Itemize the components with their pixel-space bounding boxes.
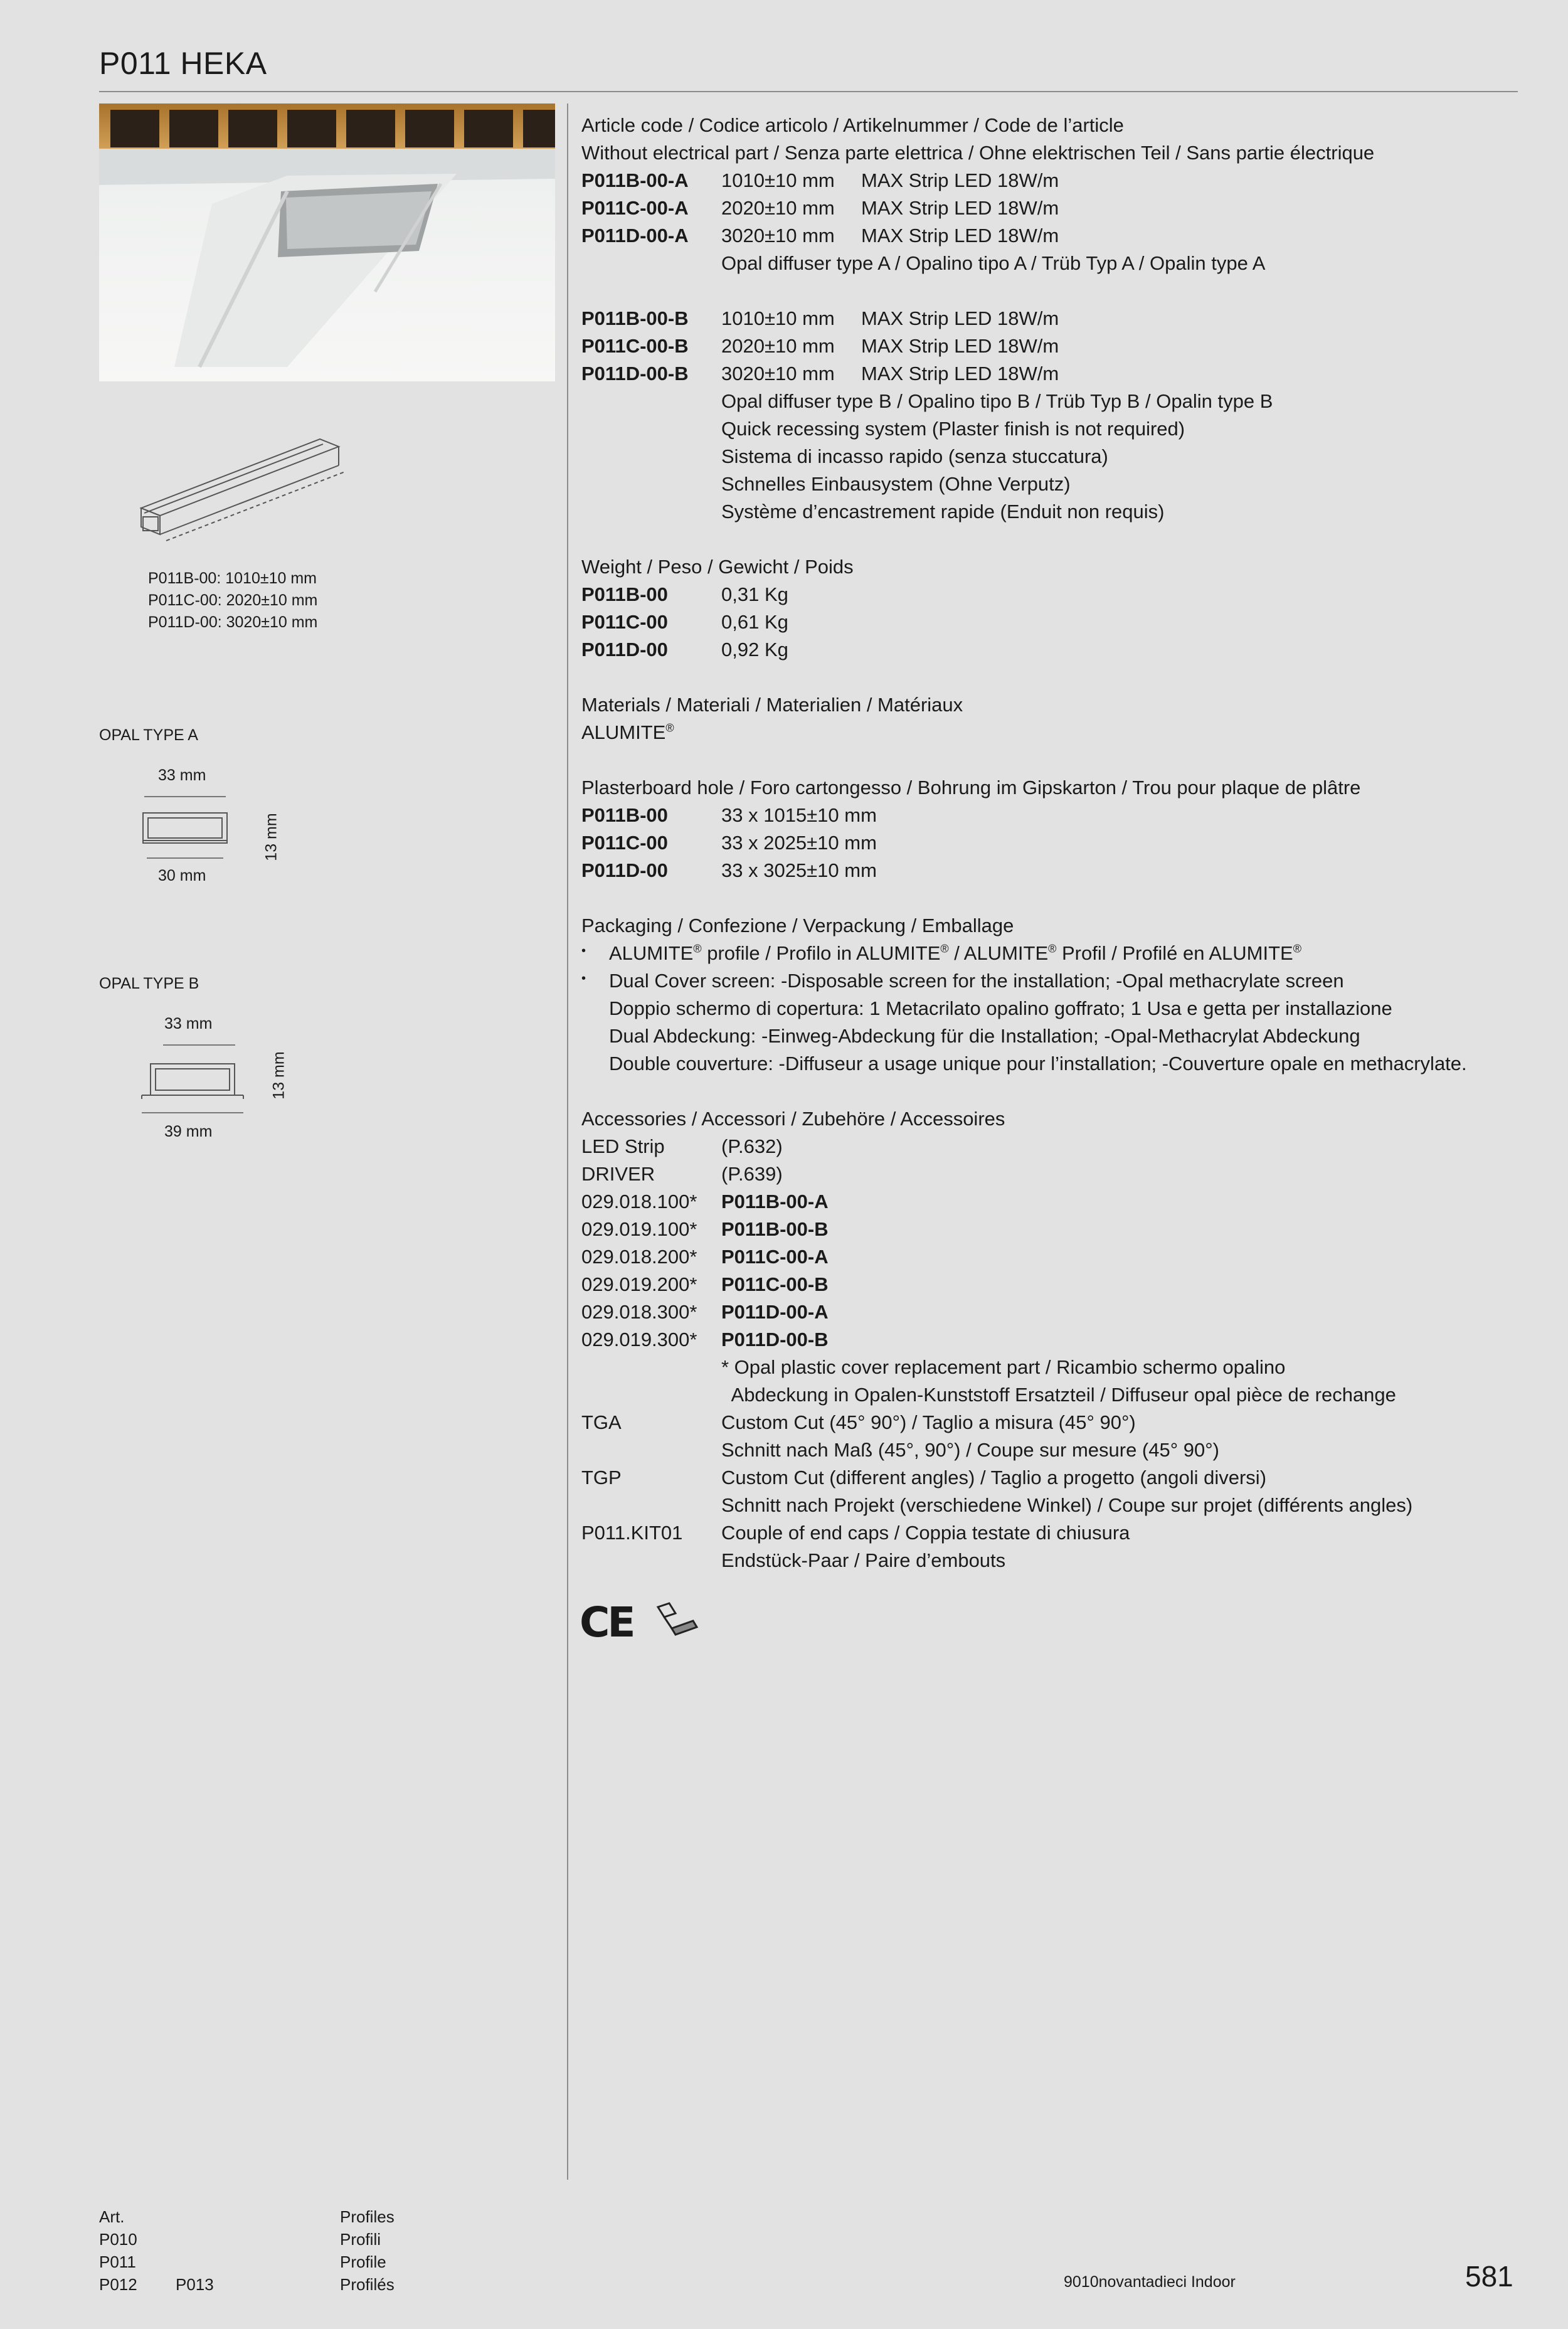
profile-isometric-drawing: [138, 433, 345, 543]
kit-row: P011.KIT01 Couple of end caps / Coppia testate di chiusura: [581, 1522, 1130, 1544]
packaging-item: • ALUMITE® profile / Profilo in ALUMITE® / ALUMITE® Profil / Profilé en ALUMITE®: [581, 942, 1301, 964]
tgp-row: TGP Custom Cut (different angles) / Taglio a progetto (angoli diversi): [581, 1467, 1267, 1488]
hole-row: P011C-00 33 x 2025±10 mm: [581, 832, 877, 854]
weight-heading: Weight / Peso / Gewicht / Poids: [581, 556, 854, 578]
length-line: P011D-00: 3020±10 mm: [148, 613, 318, 631]
opal-a-height-dim: 13 mm: [262, 813, 280, 861]
column-divider: [567, 103, 568, 2180]
length-line: P011B-00: 1010±10 mm: [148, 570, 317, 587]
footer-art-row: P011: [99, 2252, 136, 2271]
article-row: P011D-00-A 3020±10 mm MAX Strip LED 18W/m: [581, 225, 1059, 247]
accessory-link: DRIVER (P.639): [581, 1163, 783, 1185]
packaging-item-line: Dual Abdeckung: -Einweg-Abdeckung für die Installation; -Opal-Methacrylat Abdeckung: [609, 1025, 1360, 1047]
hole-row: P011B-00 33 x 1015±10 mm: [581, 804, 877, 826]
cover-row: 029.019.300* P011D-00-B: [581, 1329, 829, 1350]
group-b-note: Quick recessing system (Plaster finish is not required): [721, 418, 1185, 440]
page-number: 581: [1465, 2260, 1513, 2293]
footer-art-list: [99, 2205, 214, 2296]
cover-note: Abdeckung in Opalen-Kunststoff Ersatzteil / Diffuseur opal pièce de rechange: [721, 1384, 1396, 1406]
materials-heading: Materials / Materiali / Materialien / Matériaux: [581, 694, 963, 716]
opal-b-section-drawing: [138, 1041, 251, 1117]
opal-b-bottom-dim: 39 mm: [164, 1123, 213, 1140]
article-row: P011B-00-A 1010±10 mm MAX Strip LED 18W/m: [581, 169, 1059, 191]
footer-profile-label: Profilés: [340, 2275, 395, 2294]
tga-line: Schnitt nach Maß (45°, 90°) / Coupe sur mesure (45° 90°): [721, 1439, 1219, 1461]
opal-a-top-dim: 33 mm: [158, 767, 206, 784]
group-a-note: Opal diffuser type A / Opalino tipo A / Trüb Typ A / Opalin type A: [721, 252, 1266, 274]
footer-profile-label: Profile: [340, 2252, 386, 2271]
group-b-note: Système d’encastrement rapide (Enduit non requis): [721, 501, 1165, 523]
weight-row: P011C-00 0,61 Kg: [581, 611, 788, 633]
cover-note: * Opal plastic cover replacement part / Ricambio schermo opalino: [721, 1356, 1286, 1378]
tga-row: TGA Custom Cut (45° 90°) / Taglio a misura (45° 90°): [581, 1411, 1136, 1433]
footer-art-row: P012 P013: [99, 2275, 214, 2294]
group-b-note: Schnelles Einbausystem (Ohne Verputz): [721, 473, 1071, 495]
cover-row: 029.018.100* P011B-00-A: [581, 1191, 829, 1212]
opal-b-top-dim: 33 mm: [164, 1015, 213, 1032]
article-heading: Article code / Codice articolo / Artikelnummer / Code de l’article: [581, 114, 1124, 136]
group-b-note: Sistema di incasso rapido (senza stuccatura): [721, 445, 1108, 467]
packaging-heading: Packaging / Confezione / Verpackung / Emballage: [581, 915, 1014, 936]
cover-row: 029.019.100* P011B-00-B: [581, 1218, 829, 1240]
footer-brand: 9010novantadieci Indoor: [1064, 2273, 1236, 2291]
cover-row: 029.019.200* P011C-00-B: [581, 1273, 829, 1295]
footer-profile-label: Profili: [340, 2230, 381, 2249]
article-row: P011B-00-B 1010±10 mm MAX Strip LED 18W/m: [581, 307, 1059, 329]
group-b-note: Opal diffuser type B / Opalino tipo B / Trüb Typ B / Opalin type B: [721, 390, 1273, 412]
weight-row: P011D-00 0,92 Kg: [581, 639, 788, 661]
materials-value: ALUMITE®: [581, 721, 674, 743]
product-photo: [99, 103, 555, 381]
opal-type-b-label: OPAL TYPE B: [99, 975, 199, 992]
accessories-heading: Accessories / Accessori / Zubehöre / Accessoires: [581, 1108, 1005, 1130]
packaging-item: • Dual Cover screen: -Disposable screen for the installation; -Opal methacrylate screen: [581, 970, 1344, 992]
footer-art-row: P010: [99, 2230, 137, 2249]
opal-a-bottom-dim: 30 mm: [158, 867, 206, 884]
packaging-item-line: Doppio schermo di copertura: 1 Metacrilato opalino goffrato; 1 Usa e getta per installazione: [609, 997, 1392, 1019]
footer-profiles: [340, 2205, 395, 2296]
length-line: P011C-00: 2020±10 mm: [148, 592, 318, 609]
opal-type-a-label: OPAL TYPE A: [99, 726, 198, 744]
footer-art-label: Art.: [99, 2207, 125, 2226]
accessory-link: LED Strip (P.632): [581, 1135, 783, 1157]
opal-b-height-dim: 13 mm: [270, 1051, 288, 1100]
hole-row: P011D-00 33 x 3025±10 mm: [581, 859, 877, 881]
hole-heading: Plasterboard hole / Foro cartongesso / Bohrung im Gipskarton / Trou pour plaque de plâtre: [581, 777, 1361, 798]
article-subheading: Without electrical part / Senza parte elettrica / Ohne elektrischen Teil / Sans partie électrique: [581, 142, 1375, 164]
cover-row: 029.018.200* P011C-00-A: [581, 1246, 829, 1268]
top-divider: [99, 91, 1518, 92]
page-title: P011 HEKA: [99, 46, 267, 81]
article-row: P011D-00-B 3020±10 mm MAX Strip LED 18W/m: [581, 363, 1059, 385]
packaging-item-line: Double couverture: -Diffuseur a usage unique pour l’installation; -Couverture opale en methacrylate.: [609, 1053, 1467, 1074]
weight-row: P011B-00 0,31 Kg: [581, 583, 788, 605]
footer-profile-label: Profiles: [340, 2207, 395, 2226]
kit-line: Endstück-Paar / Paire d’embouts: [721, 1549, 1006, 1571]
plasterboard-install-icon: [655, 1601, 699, 1638]
spec-column: [581, 112, 1522, 1574]
article-row: P011C-00-A 2020±10 mm MAX Strip LED 18W/m: [581, 197, 1059, 219]
ce-mark-icon: CE: [580, 1598, 633, 1647]
article-row: P011C-00-B 2020±10 mm MAX Strip LED 18W/m: [581, 335, 1059, 357]
cover-row: 029.018.300* P011D-00-A: [581, 1301, 829, 1323]
tgp-line: Schnitt nach Projekt (verschiedene Winkel) / Coupe sur projet (différents angles): [721, 1494, 1413, 1516]
opal-a-section-drawing: [138, 792, 238, 861]
